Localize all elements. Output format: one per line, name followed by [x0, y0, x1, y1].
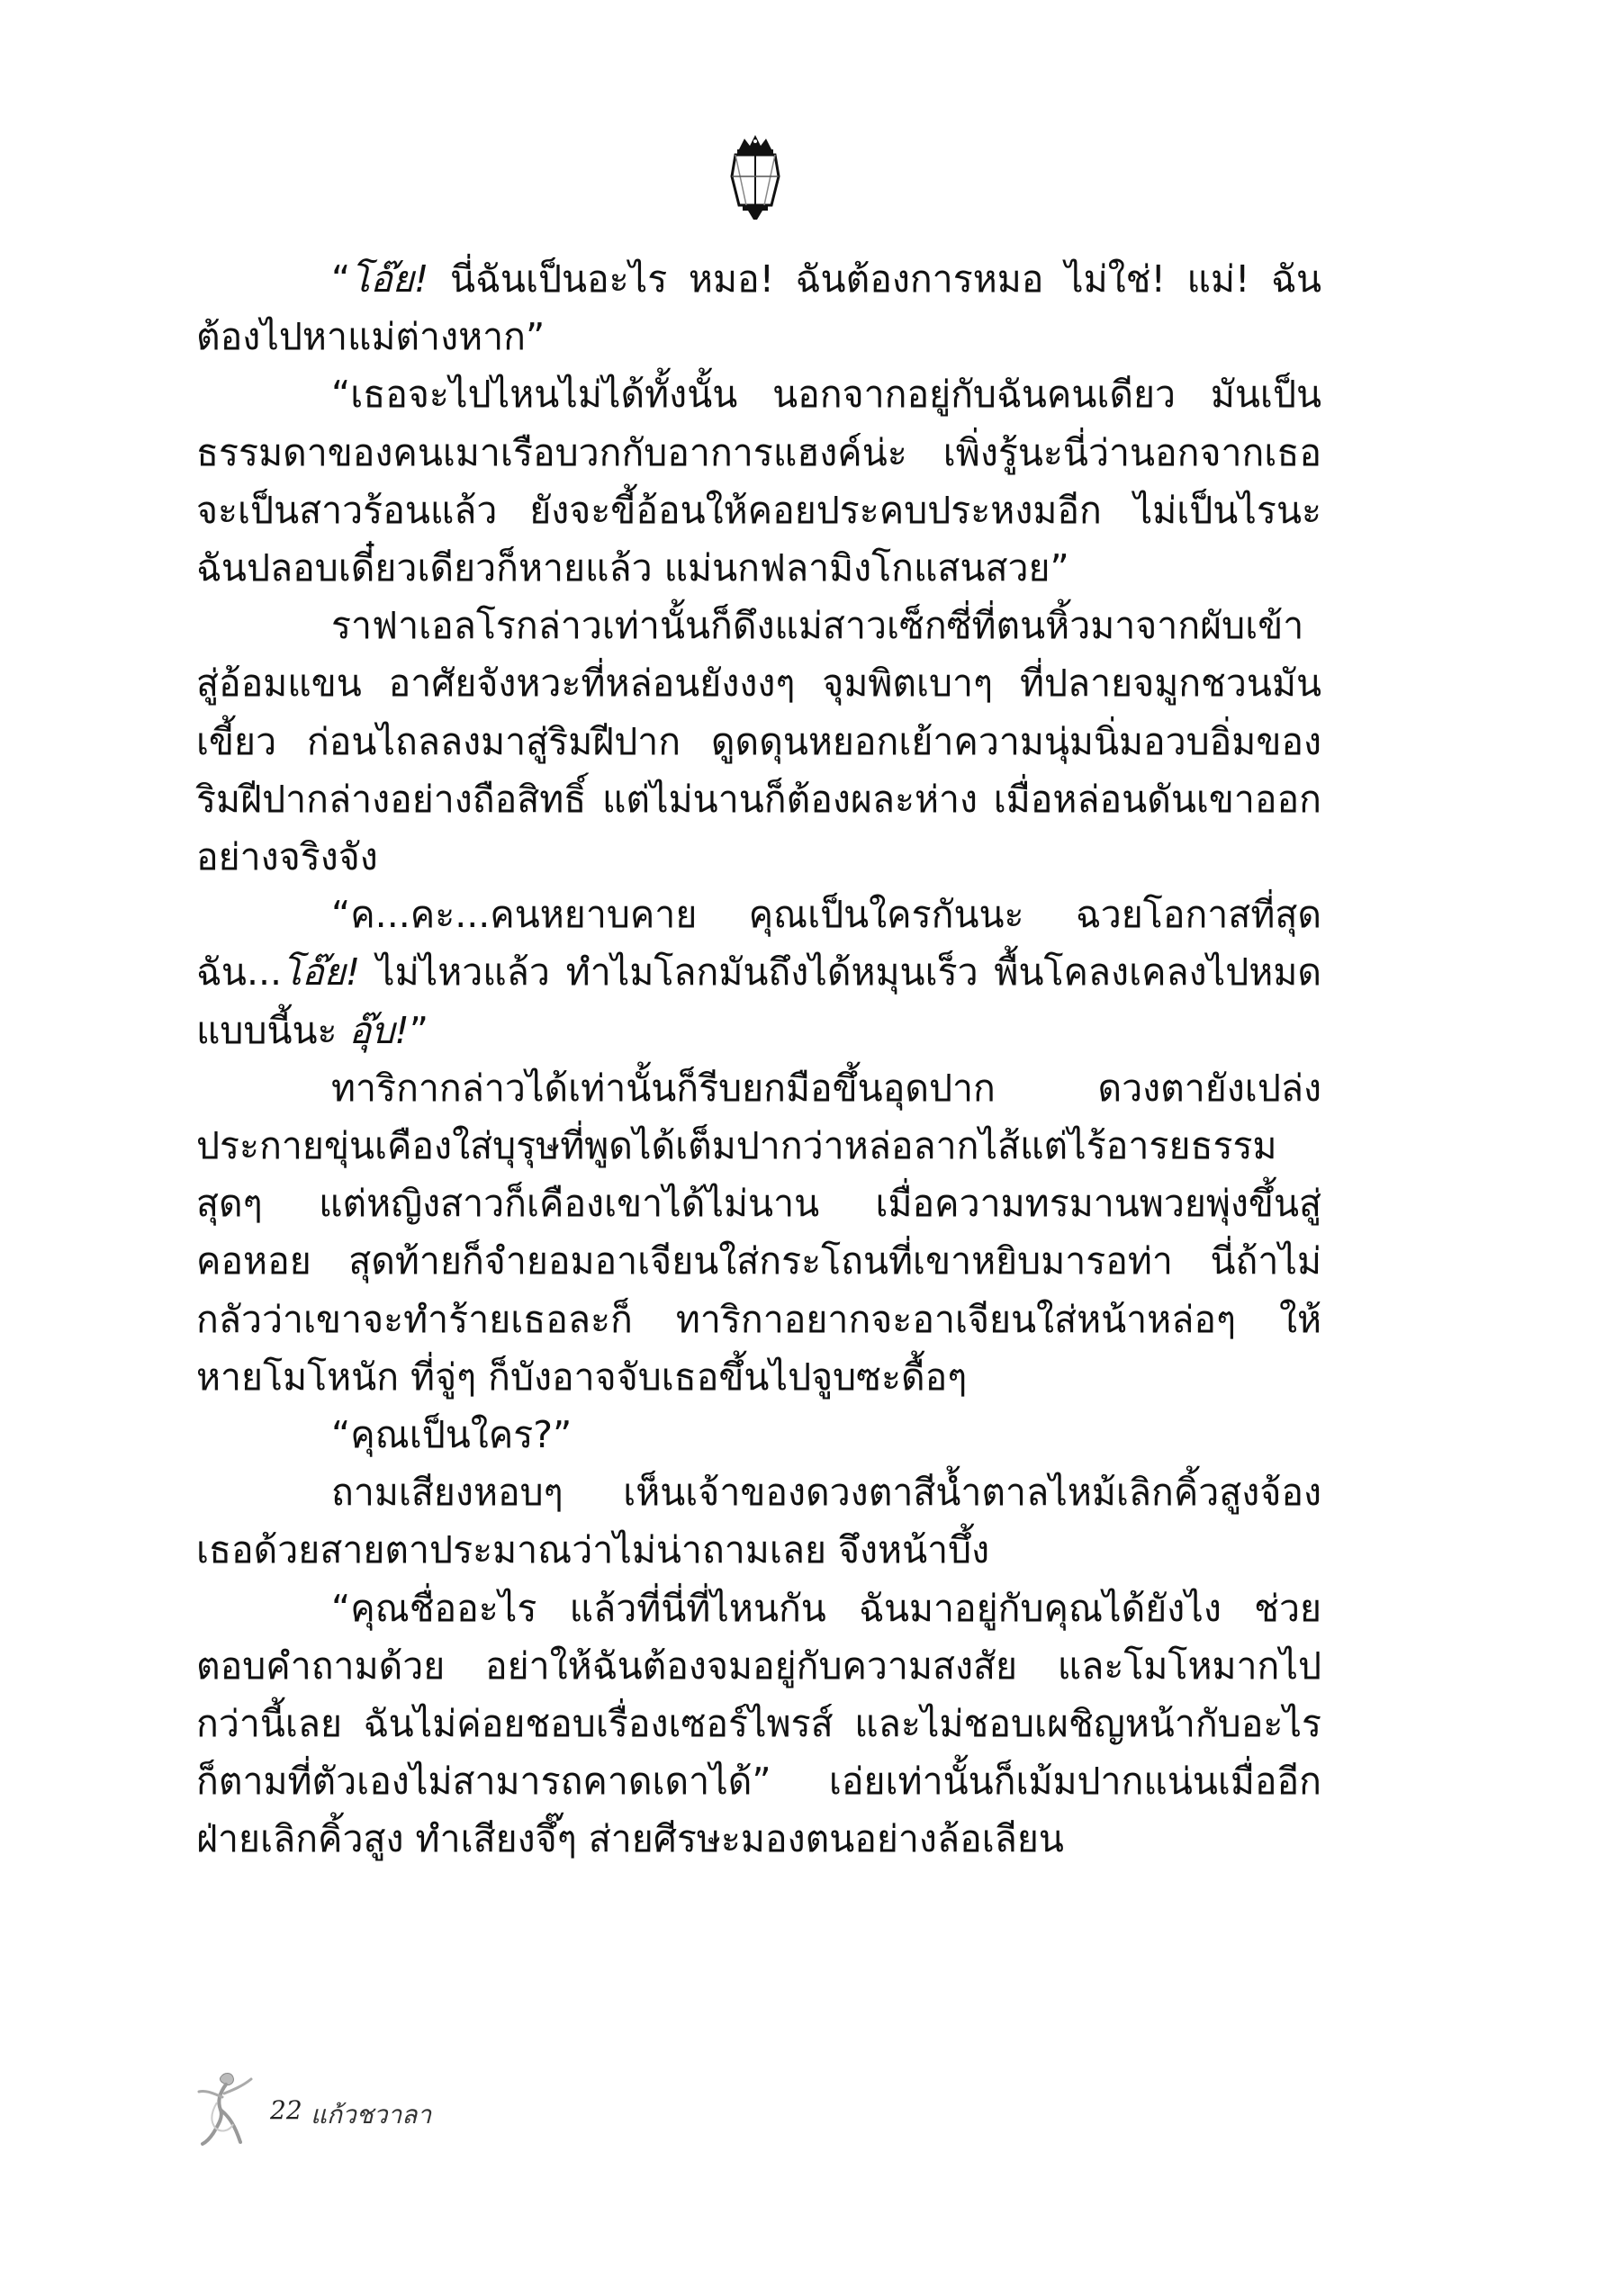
lantern-icon — [726, 133, 784, 223]
emphasis-text: โอ๊ย! — [282, 950, 361, 995]
paragraph-text: “ค...คะ...คนหยาบคาย คุณเป็นใครกันนะ ฉวยโอกาสที่สุดฉัน... — [196, 893, 1321, 995]
page-footer — [194, 2070, 554, 2142]
page-number: 22 — [270, 2095, 302, 2125]
paragraph-text: “คุณชื่ออะไร แล้วที่นี่ที่ไหนกัน ฉันมาอยู่กับคุณได้ยังไง ช่วยตอบคำถามด้วย อย่าให้ฉันต้องจมอยู่กับความสงสัย และโมโหมากไปกว่านี้เลย ฉันไม่ค่อยชอบเรื่องเซอร์ไพรส์ และไม่ชอบเผชิญหน้ากับอะไรก็ตามที่ตัวเองไม่สามารถคาดเดาได้” เอ่ยเท่านั้นก็เม้มปากแน่นเมื่ออีกฝ่ายเลิกคิ้วสูง ทำเสียงจึ๊ๆ ส่ายศีรษะมองตนอย่างล้อเลียน — [196, 1586, 1321, 1861]
body-text — [196, 250, 1321, 1868]
dancer-figure-icon — [194, 2070, 261, 2147]
paragraph — [196, 1059, 1321, 1406]
paragraph-text: “เธอจะไปไหนไม่ได้ทั้งนั้น นอกจากอยู่กับฉันคนเดียว มันเป็นธรรมดาของคนเมาเรือบวกกับอาการแฮงค์น่ะ เพิ่งรู้นะนี่ว่านอกจากเธอจะเป็นสาวร้อนแล้ว ยังจะขี้อ้อนให้คอยประคบประหงมอีก ไม่เป็นไรนะฉันปลอบเดี๋ยวเดียวก็หายแล้ว แม่นกฟลามิงโกแสนสวย” — [196, 373, 1321, 590]
paragraph-text: ไม่ไหวแล้ว ทำไมโลกมันถึงได้หมุนเร็ว พื้นโคลงเคลงไปหมดแบบนี้นะ — [196, 950, 1321, 1052]
paragraph — [196, 1580, 1321, 1868]
paragraph-text: “ — [331, 257, 351, 301]
paragraph — [196, 1406, 1321, 1463]
paragraph-text: ถามเสียงหอบๆ เห็นเจ้าของดวงตาสีน้ำตาลไหม้เลิกคิ้วสูงจ้องเธอด้วยสายตาประมาณว่าไม่น่าถามเลย จึงหน้าบึ้ง — [196, 1471, 1321, 1572]
paragraph-text: ” — [409, 1008, 428, 1052]
paragraph — [196, 365, 1321, 597]
paragraph-text: นี่ฉันเป็นอะไร หมอ! ฉันต้องการหมอ ไม่ใช่! แม่! ฉันต้องไปหาแม่ต่างหาก” — [196, 257, 1321, 359]
paragraph — [196, 1463, 1321, 1579]
paragraph — [196, 886, 1321, 1059]
paragraph — [196, 597, 1321, 886]
emphasis-text: โอ๊ย! — [350, 257, 429, 301]
emphasis-text: อุ๊บ! — [348, 1008, 410, 1052]
book-title: แก้วชวาลา — [311, 2100, 432, 2129]
paragraph-text: ราฟาเอลโรกล่าวเท่านั้นก็ดึงแม่สาวเซ็กซี่ที่ตนหิ้วมาจากผับเข้าสู่อ้อมแขน อาศัยจังหวะที่หล่อนยังงงๆ จุมพิตเบาๆ ที่ปลายจมูกชวนมันเขี้ยว ก่อนไถลลงมาสู่ริมฝีปาก ดูดดุนหยอกเย้าความนุ่มนิ่มอวบอิ่มของริมฝีปากล่างอย่างถือสิทธิ์ แต่ไม่นานก็ต้องผละห่าง เมื่อหล่อนดันเขาออกอย่างจริงจัง — [196, 604, 1321, 879]
paragraph-text: “คุณเป็นใคร?” — [331, 1413, 573, 1457]
paragraph-text: ทาริกากล่าวได้เท่านั้นก็รีบยกมือขึ้นอุดปาก ดวงตายังเปล่งประกายขุ่นเคืองใส่บุรุษที่พูดได้เต็มปากว่าหล่อลากไส้แต่ไร้อารยธรรมสุดๆ แต่หญิงสาวก็เคืองเขาได้ไม่นาน เมื่อความทรมานพวยพุ่งขึ้นสู่คอหอย สุดท้ายก็จำยอมอาเจียนใส่กระโถนที่เขาหยิบมารอท่า นี่ถ้าไม่กลัวว่าเขาจะทำร้ายเธอละก็ ทาริกาอยากจะอาเจียนใส่หน้าหล่อๆ ให้หายโมโหนัก ที่จู่ๆ ก็บังอาจจับเธอขึ้นไปจูบซะดื้อๆ — [196, 1066, 1321, 1399]
paragraph — [196, 250, 1321, 365]
